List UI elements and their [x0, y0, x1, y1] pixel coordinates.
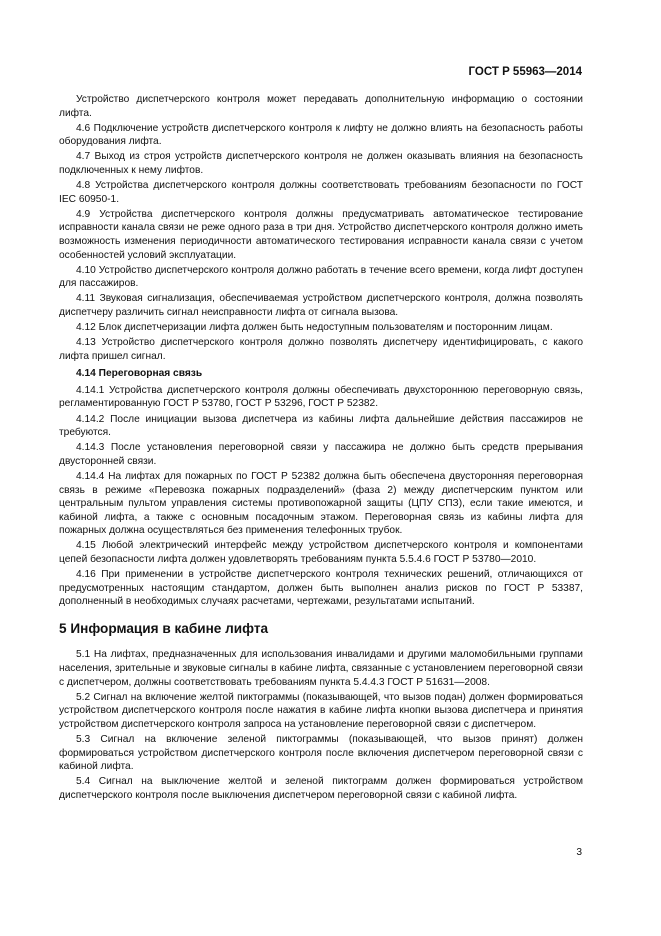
- paragraph: 4.6 Подключение устройств диспетчерского контроля к лифту не должно влиять на безопасность работы оборудования лифта.: [59, 122, 583, 148]
- paragraph: 5.3 Сигнал на включение зеленой пиктограммы (показывающей, что вызов принят) должен формироваться устройством диспетчерского контроля после включения диспетчером переговорной связи с кабиной лифта.: [59, 734, 583, 773]
- paragraph: 4.10 Устройство диспетчерского контроля должно работать в течение всего времени, когда лифт доступен для пассажиров.: [59, 264, 583, 290]
- paragraph: 4.14.1 Устройства диспетчерского контроля должны обеспечивать двухстороннюю переговорную связь, регламентированную ГОСТ Р 53780, ГОСТ Р 53296, ГОСТ Р 52382.: [59, 384, 583, 410]
- paragraph: 4.16 При применении в устройстве диспетчерского контроля технических решений, отличающихся от предусмотренных настоящим стандартом, должен быть выполнен анализ рисков по ГОСТ Р 53387, дополненный в необходимых случаях расчетами, чертежами, результатами испытаний.: [59, 569, 583, 608]
- page-number: 3: [576, 847, 582, 858]
- paragraph: 4.9 Устройства диспетчерского контроля должны предусматривать автоматическое тестирование исправности канала связи не реже одного раза в три дня. Устройство диспетчерского контроля должно иметь возможность изменения периодичности автоматического тестирования исправности канала связи с учетом особенностей условий эксплуатации.: [59, 208, 583, 261]
- paragraph: 5.2 Сигнал на включение желтой пиктограммы (показывающей, что вызов подан) должен формироваться устройством диспетчерского контроля после нажатия в кабине лифта кнопки вызова диспетчера и принятия устройством диспетчерского контроля запроса на установление переговорной связи с диспетчером.: [59, 691, 583, 730]
- paragraph: 4.8 Устройства диспетчерского контроля должны соответствовать требованиям безопасности по ГОСТ IEC 60950-1.: [59, 180, 583, 205]
- document-body: [59, 93, 583, 804]
- paragraph: 5.1 На лифтах, предназначенных для использования инвалидами и другими маломобильными группами населения, зрительные и звуковые сигналы в кабине лифта, связанные с установлением переговорной связи с диспетчером, должны соответствовать требованиям пункта 5.4.4.3 ГОСТ Р 51631—2008.: [59, 649, 583, 688]
- paragraph: 4.12 Блок диспетчеризации лифта должен быть недоступным пользователям и посторонним лицам.: [76, 322, 553, 333]
- paragraph: 5.4 Сигнал на выключение желтой и зеленой пиктограмм должен формироваться устройством диспетчерского контроля после выключения диспетчером переговорной связи с кабиной лифта.: [59, 776, 583, 801]
- paragraph: 4.14.3 После установления переговорной связи у пассажира не должно быть средств прерывания двусторонней связи.: [59, 442, 583, 467]
- paragraph: 4.7 Выход из строя устройств диспетчерского контроля не должен оказывать влияния на безопасность подключенных к нему лифтов.: [59, 151, 583, 176]
- paragraph: 4.11 Звуковая сигнализация, обеспечиваемая устройством диспетчерского контроля, должна позволять диспетчеру различить сигнал неисправности лифта от сигнала вызова.: [59, 293, 583, 318]
- document-header: ГОСТ Р 55963—2014: [468, 66, 582, 78]
- subsection-heading: 4.14 Переговорная связь: [76, 368, 203, 380]
- section-heading: 5 Информация в кабине лифта: [59, 620, 269, 636]
- paragraph: 4.15 Любой электрический интерфейс между устройством диспетчерского контроля и компонентами цепей безопасности лифта должен удовлетворять требованиям пункта 5.5.4.6 ГОСТ Р 53780—2010.: [59, 540, 583, 565]
- paragraph: 4.14.2 После инициации вызова диспетчера из кабины лифта дальнейшие действия пассажиров не требуются.: [59, 413, 583, 439]
- paragraph: 4.14.4 На лифтах для пожарных по ГОСТ Р 52382 должна быть обеспечена двусторонняя переговорная связь в режиме «Перевозка пожарных подразделений» (фаза 2) между диспетчерским пунктом или центральным пультом управления системы противопожарной защиты (ЦПУ СПЗ), если такие имеются, и кабиной лифта, а также с основным посадочным этажом. Переговорная связь из кабины лифта для пожарных должна осуществляться без применения телефонных трубок.: [59, 470, 583, 537]
- paragraph: Устройство диспетчерского контроля может передавать дополнительную информацию о состоянии лифта.: [59, 94, 583, 119]
- paragraph: 4.13 Устройство диспетчерского контроля должно позволять диспетчеру идентифицировать, с какого лифта пришел сигнал.: [59, 337, 583, 362]
